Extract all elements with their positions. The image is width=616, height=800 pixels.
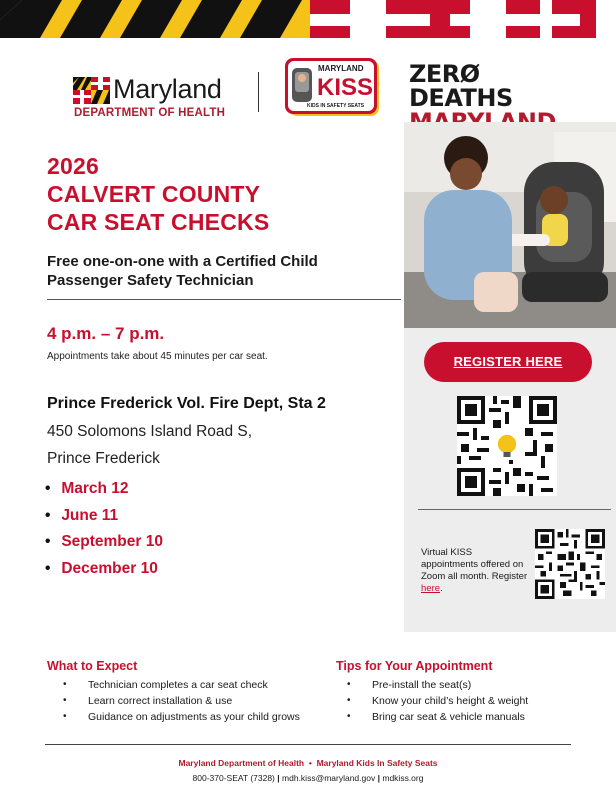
list-item: • Bring car seat & vehicle manuals — [347, 709, 528, 725]
virtual-appointments-note: Virtual KISS appointments offered on Zoom all month. Register here. — [421, 547, 528, 594]
registration-qr-code[interactable] — [457, 396, 557, 496]
divider — [47, 299, 401, 300]
event-time: 4 p.m. – 7 p.m. — [47, 324, 165, 343]
footer-organizations: Maryland Department of Health • Maryland Kids In Safety Seats — [178, 758, 438, 768]
maryland-flag-banner — [0, 0, 616, 38]
title-year: 2026 — [47, 153, 99, 179]
event-dates-list — [45, 476, 163, 582]
department-of-health-text: DEPARTMENT OF HEALTH — [74, 107, 226, 119]
virtual-kiss-qr-code[interactable] — [535, 529, 605, 599]
address-line-2: Prince Frederick — [47, 450, 160, 467]
list-item: • Pre-install the seat(s) — [347, 677, 528, 693]
tips-heading: Tips for Your Appointment — [336, 659, 493, 673]
event-date: • June 11 — [45, 506, 119, 524]
maryland-logo-text: Maryland — [113, 74, 222, 104]
what-to-expect-heading: What to Expect — [47, 659, 138, 673]
zero-deaths-text: ZERØ DEATHS — [409, 60, 513, 112]
panel-divider — [418, 509, 611, 510]
event-date: • March 12 — [45, 480, 129, 497]
svg-text:KIDS IN SAFETY SEATS: KIDS IN SAFETY SEATS — [307, 103, 365, 109]
svg-text:MARYLAND: MARYLAND — [318, 64, 364, 73]
car-seat-icon — [283, 58, 383, 118]
list-item: • Learn correct installation & use — [63, 693, 300, 709]
footer-website[interactable]: mdkiss.org — [382, 773, 424, 783]
virtual-register-link[interactable]: here — [421, 583, 441, 594]
list-item: • Guidance on adjustments as your child grows — [63, 709, 300, 725]
footer-contact: 800-370-SEAT (7328) | mdh.kiss@maryland.gov | mdkiss.org — [192, 773, 424, 783]
kiss-logo — [283, 58, 383, 118]
list-item: • Know your child’s height & weight — [347, 693, 528, 709]
footer-divider — [45, 744, 571, 745]
subtitle: Free one-on-one with a Certified Child Passenger Safety Technician — [47, 253, 318, 289]
tips-list — [347, 677, 528, 725]
footer-email[interactable]: mdh.kiss@maryland.gov — [282, 773, 376, 783]
register-button[interactable]: REGISTER HERE — [424, 342, 592, 382]
footer-phone: 800-370-SEAT (7328) — [192, 773, 275, 783]
parent-installing-car-seat-photo — [404, 122, 616, 328]
page-title — [47, 152, 269, 236]
list-item: • Technician completes a car seat check — [63, 677, 300, 693]
appointment-duration-note: Appointments take about 45 minutes per car seat. — [47, 351, 268, 362]
title-event: CAR SEAT CHECKS — [47, 209, 270, 235]
logo-divider — [258, 72, 259, 112]
maryland-flag-pattern-icon — [0, 0, 616, 38]
address-line-1: 450 Solomons Island Road S, — [47, 423, 253, 440]
event-date: • September 10 — [45, 533, 163, 550]
title-county: CALVERT COUNTY — [47, 181, 261, 207]
car-seat-photo-icon — [404, 122, 616, 328]
event-date: • December 10 — [45, 559, 158, 577]
svg-text:KISS: KISS — [317, 74, 374, 101]
what-to-expect-list — [63, 677, 300, 725]
maryland-flag-icon — [73, 77, 110, 104]
venue-name: Prince Frederick Vol. Fire Dept, Sta 2 — [47, 395, 326, 412]
